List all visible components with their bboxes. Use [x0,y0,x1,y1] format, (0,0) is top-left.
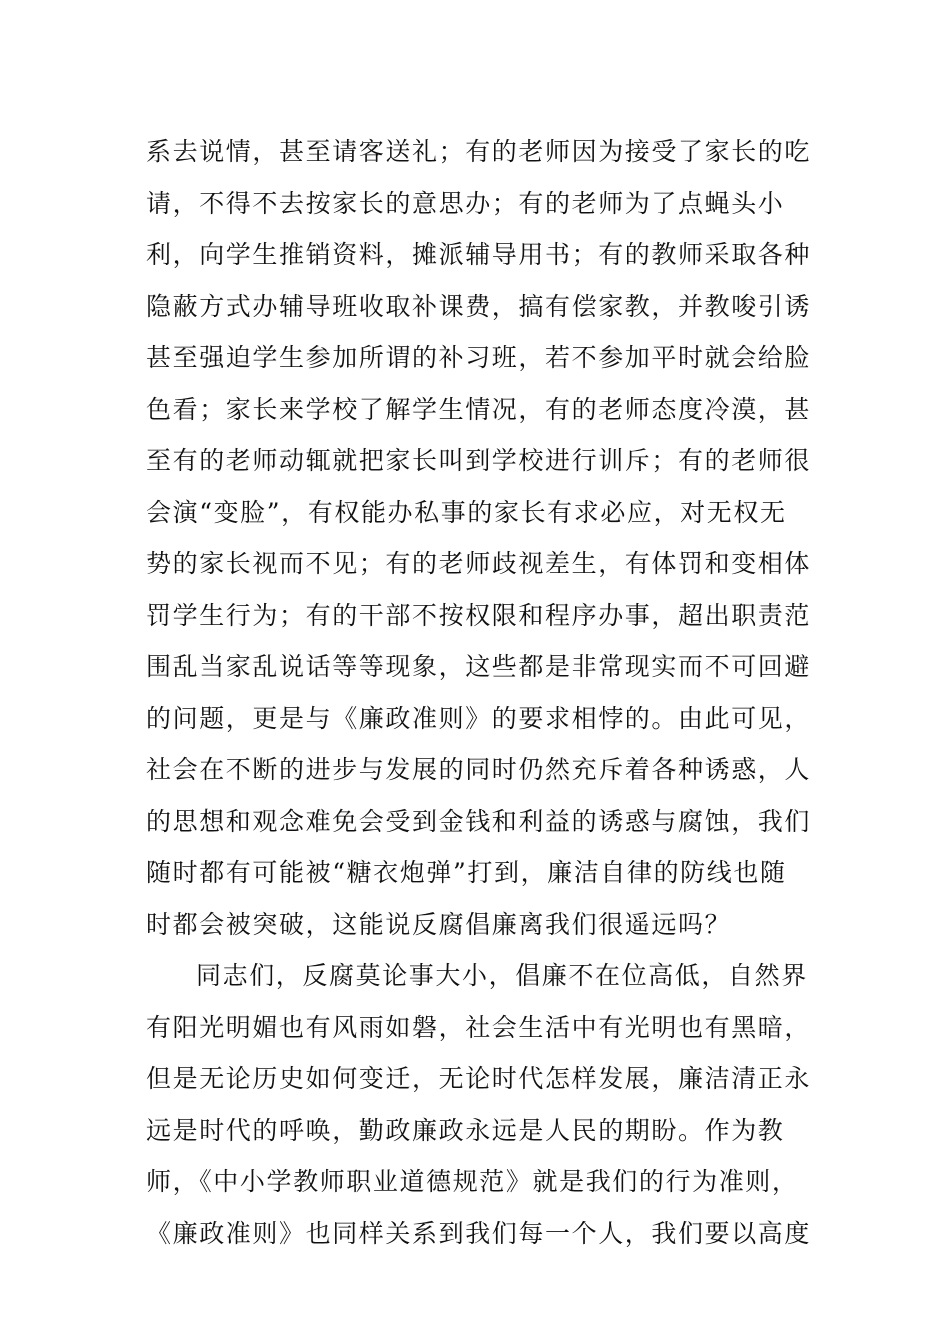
text-line: 远是时代的呼唤，勤政廉政永远是人民的期盼。作为教 [146,1115,785,1145]
body-text [146,134,812,1267]
text-line: 利，向学生推销资料，摊派辅导用书；有的教师采取各种 [146,240,812,269]
text-line: 甚至强迫学生参加所谓的补习班，若不参加平时就会给脸 [146,343,812,372]
text-line: 师，《中小学教师职业道德规范》就是我们的行为准则， [146,1167,799,1196]
text-line: 有阳光明媚也有风雨如磐，社会生活中有光明也有黑暗， [146,1012,812,1042]
text-line: 围乱当家乱说话等等现象，这些都是非常现实而不可回避 [146,652,812,681]
text-line: 至有的老师动辄就把家长叫到学校进行训斥；有的老师很 [146,446,812,475]
text-line: 系去说情，甚至请客送礼；有的老师因为接受了家长的吃 [146,137,812,166]
text-line: 的问题，更是与《廉政准则》的要求相悖的。由此可见， [146,703,812,733]
text-line: 罚学生行为；有的干部不按权限和程序办事，超出职责范 [146,600,812,630]
text-line: 《廉政准则》也同样关系到我们每一个人，我们要以高度 [146,1218,812,1248]
text-line: 随时都有可能被“糖衣炮弹”打到，廉洁自律的防线也随 [146,858,787,887]
text-line: 势的家长视而不见；有的老师歧视差生，有体罚和变相体 [146,549,812,578]
paragraph-start-line: 同志们，反腐莫论事大小，倡廉不在位高低，自然界 [196,961,808,990]
text-line: 时都会被突破，这能说反腐倡廉离我们很遥远吗？ [146,909,732,939]
text-line: 但是无论历史如何变迁，无论时代怎样发展，廉洁清正永 [146,1064,812,1093]
text-line: 请，不得不去按家长的意思办；有的老师为了点蝇头小 [146,188,785,218]
text-line: 色看；家长来学校了解学生情况，有的老师态度冷漠，甚 [146,394,812,424]
text-line: 隐蔽方式办辅导班收取补课费，搞有偿家教，并教唆引诱 [146,291,812,321]
text-line: 会演“变脸”，有权能办私事的家长有求必应，对无权无 [146,497,787,527]
text-line: 社会在不断的进步与发展的同时仍然充斥着各种诱惑，人 [146,755,812,784]
text-line: 的思想和观念难免会受到金钱和利益的诱惑与腐蚀，我们 [146,806,812,836]
